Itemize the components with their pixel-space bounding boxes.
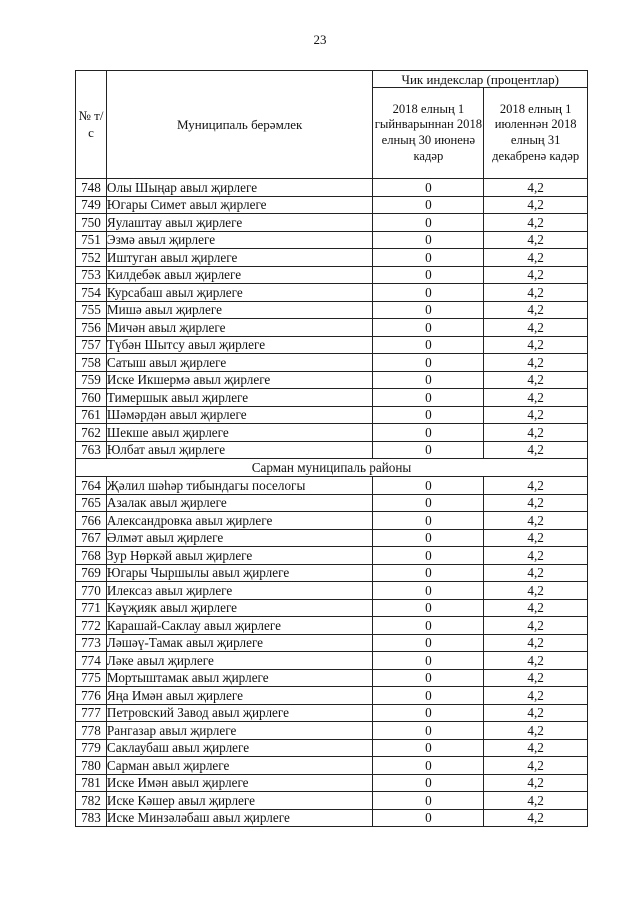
table-row xyxy=(76,389,588,407)
row-municipality-name: Шәмәрдән авыл җирлеге xyxy=(106,406,373,424)
row-municipality-name: Шекше авыл җирлеге xyxy=(106,424,373,442)
column-group-header-indices: Чик индекслар (процентлар) xyxy=(373,71,588,88)
table-row xyxy=(76,336,588,354)
row-municipality-name: Илексаз авыл җирлеге xyxy=(106,582,373,600)
row-index-period-2: 4,2 xyxy=(484,617,588,635)
row-municipality-name: Иске Кәшер авыл җирлеге xyxy=(106,792,373,810)
row-number: 748 xyxy=(76,179,107,197)
row-municipality-name: Иске Имән авыл җирлеге xyxy=(106,774,373,792)
row-municipality-name: Курсабаш авыл җирлеге xyxy=(106,284,373,302)
row-index-period-2: 4,2 xyxy=(484,196,588,214)
row-index-period-2: 4,2 xyxy=(484,757,588,775)
row-index-period-1: 0 xyxy=(373,424,484,442)
row-index-period-1: 0 xyxy=(373,564,484,582)
column-header-period-2: 2018 елның 1 июленнән 2018 елның 31 декабренә кадәр xyxy=(484,88,588,179)
row-index-period-1: 0 xyxy=(373,389,484,407)
row-municipality-name: Петровский Завод авыл җирлеге xyxy=(106,704,373,722)
row-municipality-name: Кәүҗияк авыл җирлеге xyxy=(106,599,373,617)
table-body-section xyxy=(76,459,588,477)
table-row xyxy=(76,634,588,652)
table-row xyxy=(76,179,588,197)
row-index-period-1: 0 xyxy=(373,792,484,810)
table-row xyxy=(76,757,588,775)
row-index-period-2: 4,2 xyxy=(484,634,588,652)
row-number: 781 xyxy=(76,774,107,792)
table-row xyxy=(76,319,588,337)
table-row xyxy=(76,617,588,635)
row-number: 752 xyxy=(76,249,107,267)
row-index-period-1: 0 xyxy=(373,617,484,635)
row-municipality-name: Ләшәү-Тамак авыл җирлеге xyxy=(106,634,373,652)
row-number: 751 xyxy=(76,231,107,249)
row-municipality-name: Мичән авыл җирлеге xyxy=(106,319,373,337)
row-index-period-2: 4,2 xyxy=(484,231,588,249)
row-index-period-1: 0 xyxy=(373,319,484,337)
column-header-number-label: № т/с xyxy=(78,108,104,140)
row-index-period-1: 0 xyxy=(373,774,484,792)
table-row xyxy=(76,564,588,582)
row-index-period-1: 0 xyxy=(373,669,484,687)
table-row xyxy=(76,652,588,670)
column-header-period-1: 2018 елның 1 гыйнварыннан 2018 елның 30 июненә кадәр xyxy=(373,88,484,179)
row-municipality-name: Карашай-Саклау авыл җирлеге xyxy=(106,617,373,635)
row-number: 750 xyxy=(76,214,107,232)
row-index-period-1: 0 xyxy=(373,284,484,302)
row-index-period-1: 0 xyxy=(373,371,484,389)
row-municipality-name: Югары Чыршылы авыл җирлеге xyxy=(106,564,373,582)
table-row xyxy=(76,704,588,722)
row-municipality-name: Килдебәк авыл җирлеге xyxy=(106,266,373,284)
row-number: 775 xyxy=(76,669,107,687)
row-index-period-2: 4,2 xyxy=(484,371,588,389)
row-index-period-2: 4,2 xyxy=(484,774,588,792)
row-index-period-1: 0 xyxy=(373,687,484,705)
table-row xyxy=(76,722,588,740)
row-number: 749 xyxy=(76,196,107,214)
row-number: 779 xyxy=(76,739,107,757)
table-row xyxy=(76,547,588,565)
table-row xyxy=(76,354,588,372)
row-municipality-name: Рангазар авыл җирлеге xyxy=(106,722,373,740)
row-index-period-2: 4,2 xyxy=(484,389,588,407)
row-index-period-1: 0 xyxy=(373,634,484,652)
row-municipality-name: Эзмә авыл җирлеге xyxy=(106,231,373,249)
row-index-period-1: 0 xyxy=(373,301,484,319)
row-municipality-name: Зур Нөркәй авыл җирлеге xyxy=(106,547,373,565)
row-municipality-name: Ләке авыл җирлеге xyxy=(106,652,373,670)
row-municipality-name: Азалак авыл җирлеге xyxy=(106,494,373,512)
row-number: 772 xyxy=(76,617,107,635)
row-index-period-2: 4,2 xyxy=(484,336,588,354)
row-index-period-1: 0 xyxy=(373,512,484,530)
row-index-period-2: 4,2 xyxy=(484,722,588,740)
row-index-period-2: 4,2 xyxy=(484,249,588,267)
row-municipality-name: Әлмәт авыл җирлеге xyxy=(106,529,373,547)
row-municipality-name: Иштуган авыл җирлеге xyxy=(106,249,373,267)
row-index-period-2: 4,2 xyxy=(484,809,588,827)
table-row xyxy=(76,599,588,617)
row-index-period-2: 4,2 xyxy=(484,547,588,565)
row-index-period-1: 0 xyxy=(373,809,484,827)
table-row xyxy=(76,582,588,600)
page-number: 23 xyxy=(313,32,327,47)
row-index-period-2: 4,2 xyxy=(484,406,588,424)
row-number: 754 xyxy=(76,284,107,302)
row-index-period-2: 4,2 xyxy=(484,179,588,197)
row-index-period-1: 0 xyxy=(373,336,484,354)
table-body-part-1 xyxy=(76,179,588,459)
row-number: 783 xyxy=(76,809,107,827)
row-municipality-name: Сатыш авыл җирлеге xyxy=(106,354,373,372)
row-index-period-1: 0 xyxy=(373,704,484,722)
row-number: 770 xyxy=(76,582,107,600)
row-municipality-name: Түбән Шытсу авыл җирлеге xyxy=(106,336,373,354)
row-number: 763 xyxy=(76,441,107,459)
row-number: 755 xyxy=(76,301,107,319)
row-index-period-1: 0 xyxy=(373,249,484,267)
row-number: 756 xyxy=(76,319,107,337)
row-index-period-1: 0 xyxy=(373,757,484,775)
row-number: 782 xyxy=(76,792,107,810)
row-number: 769 xyxy=(76,564,107,582)
row-index-period-2: 4,2 xyxy=(484,424,588,442)
row-index-period-1: 0 xyxy=(373,196,484,214)
table-row xyxy=(76,792,588,810)
table-row xyxy=(76,669,588,687)
table-row xyxy=(76,687,588,705)
table-row xyxy=(76,529,588,547)
section-title: Сарман муниципаль районы xyxy=(76,459,588,477)
row-index-period-2: 4,2 xyxy=(484,214,588,232)
table-row xyxy=(76,739,588,757)
row-index-period-1: 0 xyxy=(373,406,484,424)
indices-table xyxy=(75,70,588,827)
row-municipality-name: Мортыштамак авыл җирлеге xyxy=(106,669,373,687)
row-index-period-2: 4,2 xyxy=(484,284,588,302)
row-index-period-2: 4,2 xyxy=(484,354,588,372)
row-index-period-1: 0 xyxy=(373,722,484,740)
row-number: 778 xyxy=(76,722,107,740)
table-row xyxy=(76,284,588,302)
row-index-period-2: 4,2 xyxy=(484,564,588,582)
table-body-part-2 xyxy=(76,477,588,827)
table-row xyxy=(76,512,588,530)
row-index-period-1: 0 xyxy=(373,179,484,197)
row-index-period-2: 4,2 xyxy=(484,599,588,617)
row-number: 753 xyxy=(76,266,107,284)
row-index-period-2: 4,2 xyxy=(484,441,588,459)
row-number: 766 xyxy=(76,512,107,530)
row-number: 780 xyxy=(76,757,107,775)
row-index-period-1: 0 xyxy=(373,231,484,249)
row-index-period-1: 0 xyxy=(373,739,484,757)
row-index-period-1: 0 xyxy=(373,652,484,670)
row-number: 757 xyxy=(76,336,107,354)
row-index-period-1: 0 xyxy=(373,441,484,459)
table-row xyxy=(76,441,588,459)
row-municipality-name: Александровка авыл җирлеге xyxy=(106,512,373,530)
row-municipality-name: Юлбат авыл җирлеге xyxy=(106,441,373,459)
row-index-period-1: 0 xyxy=(373,529,484,547)
row-index-period-1: 0 xyxy=(373,494,484,512)
column-header-municipality: Муниципаль берәмлек xyxy=(106,71,373,179)
row-municipality-name: Югары Симет авыл җирлеге xyxy=(106,196,373,214)
table-row xyxy=(76,249,588,267)
row-number: 759 xyxy=(76,371,107,389)
row-municipality-name: Иске Икшермә авыл җирлеге xyxy=(106,371,373,389)
row-index-period-1: 0 xyxy=(373,354,484,372)
row-index-period-1: 0 xyxy=(373,214,484,232)
column-header-number xyxy=(76,71,107,179)
row-municipality-name: Мишә авыл җирлеге xyxy=(106,301,373,319)
row-number: 758 xyxy=(76,354,107,372)
row-number: 762 xyxy=(76,424,107,442)
row-index-period-2: 4,2 xyxy=(484,669,588,687)
table-row xyxy=(76,477,588,495)
row-municipality-name: Яңа Имән авыл җирлеге xyxy=(106,687,373,705)
row-index-period-2: 4,2 xyxy=(484,739,588,757)
row-number: 761 xyxy=(76,406,107,424)
row-index-period-2: 4,2 xyxy=(484,477,588,495)
row-index-period-1: 0 xyxy=(373,547,484,565)
row-index-period-2: 4,2 xyxy=(484,301,588,319)
row-number: 768 xyxy=(76,547,107,565)
row-index-period-2: 4,2 xyxy=(484,582,588,600)
table-row xyxy=(76,406,588,424)
row-index-period-1: 0 xyxy=(373,582,484,600)
table-row xyxy=(76,266,588,284)
row-index-period-1: 0 xyxy=(373,266,484,284)
row-municipality-name: Иске Минзәләбаш авыл җирлеге xyxy=(106,809,373,827)
table-row xyxy=(76,494,588,512)
row-municipality-name: Җәлил шәһәр тибындагы поселогы xyxy=(106,477,373,495)
row-number: 760 xyxy=(76,389,107,407)
table-row xyxy=(76,301,588,319)
table-row xyxy=(76,231,588,249)
row-index-period-2: 4,2 xyxy=(484,512,588,530)
table-row xyxy=(76,809,588,827)
row-index-period-2: 4,2 xyxy=(484,266,588,284)
row-index-period-2: 4,2 xyxy=(484,687,588,705)
row-number: 774 xyxy=(76,652,107,670)
row-index-period-1: 0 xyxy=(373,599,484,617)
row-index-period-1: 0 xyxy=(373,477,484,495)
table-row xyxy=(76,371,588,389)
row-municipality-name: Саклаубаш авыл җирлеге xyxy=(106,739,373,757)
header-row-top xyxy=(76,71,588,88)
table-row xyxy=(76,774,588,792)
row-municipality-name: Тимершык авыл җирлеге xyxy=(106,389,373,407)
row-municipality-name: Яулаштау авыл җирлеге xyxy=(106,214,373,232)
table-row xyxy=(76,196,588,214)
table-row xyxy=(76,214,588,232)
row-number: 776 xyxy=(76,687,107,705)
row-index-period-2: 4,2 xyxy=(484,792,588,810)
table-row xyxy=(76,424,588,442)
row-index-period-2: 4,2 xyxy=(484,494,588,512)
row-number: 765 xyxy=(76,494,107,512)
row-number: 771 xyxy=(76,599,107,617)
row-index-period-2: 4,2 xyxy=(484,319,588,337)
row-number: 773 xyxy=(76,634,107,652)
section-row xyxy=(76,459,588,477)
row-index-period-2: 4,2 xyxy=(484,529,588,547)
row-number: 777 xyxy=(76,704,107,722)
row-municipality-name: Сарман авыл җирлеге xyxy=(106,757,373,775)
row-number: 764 xyxy=(76,477,107,495)
row-index-period-2: 4,2 xyxy=(484,704,588,722)
row-index-period-2: 4,2 xyxy=(484,652,588,670)
row-municipality-name: Олы Шыңар авыл җирлеге xyxy=(106,179,373,197)
row-number: 767 xyxy=(76,529,107,547)
